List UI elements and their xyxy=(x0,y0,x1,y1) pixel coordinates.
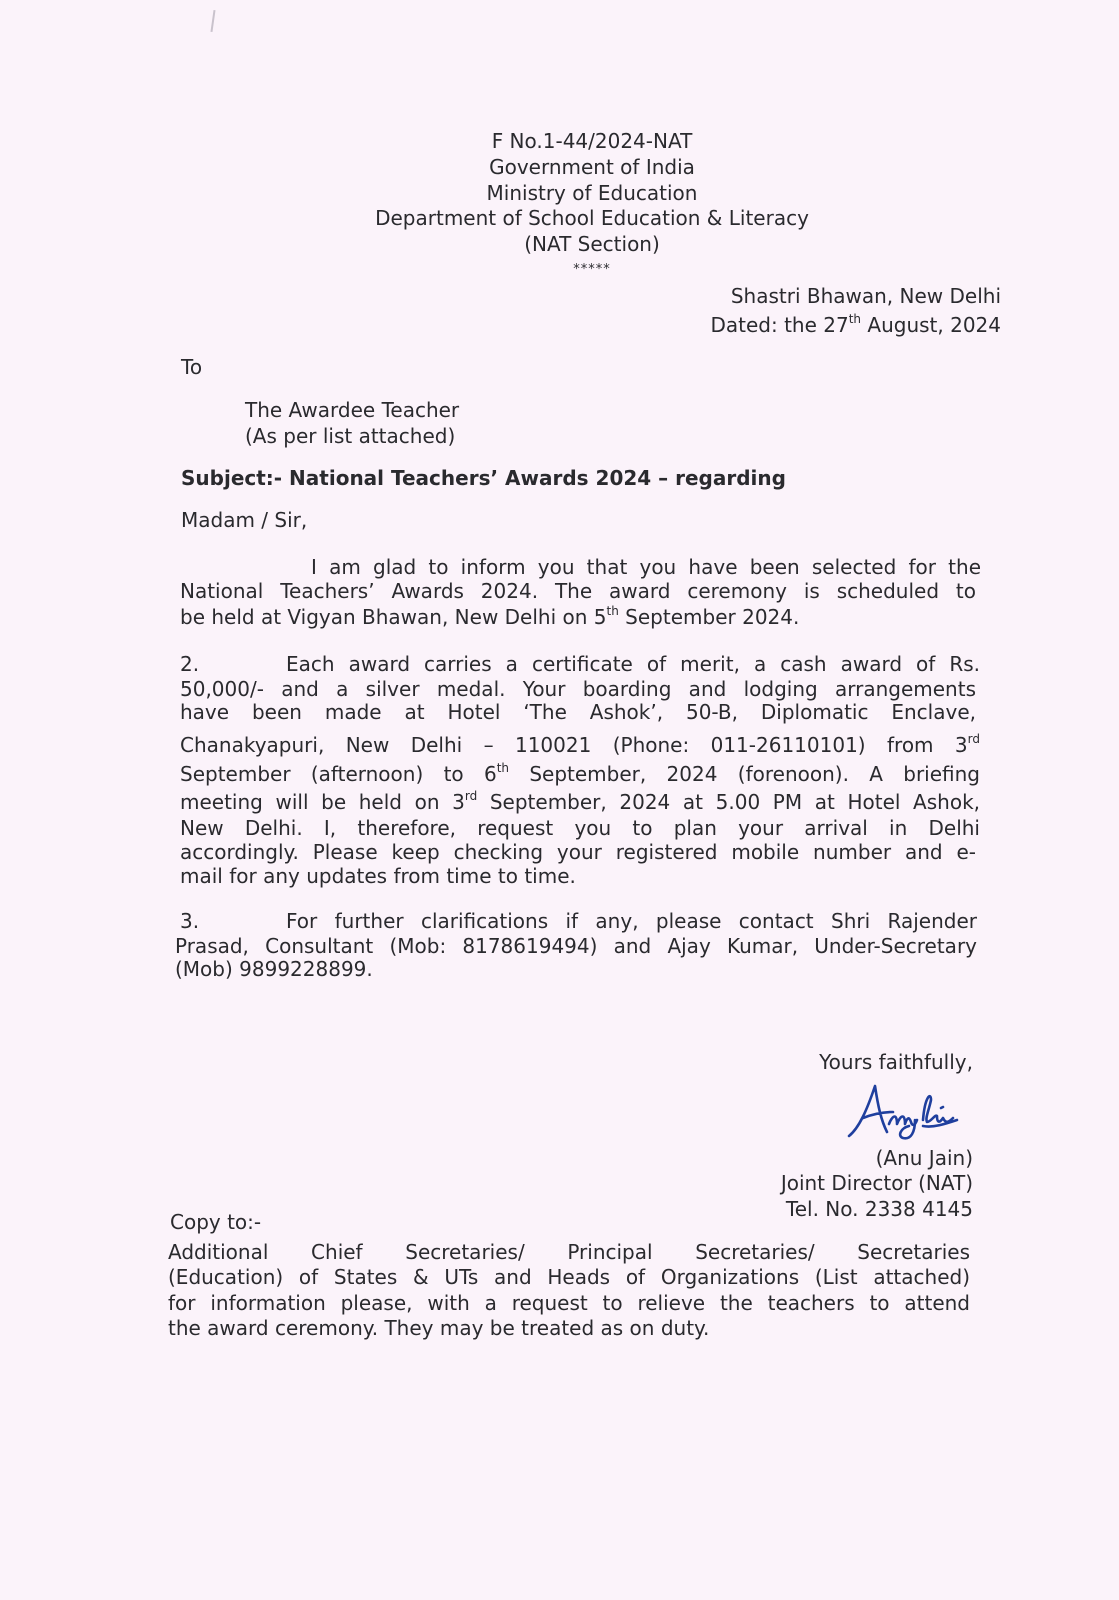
section-line: (NAT Section) xyxy=(524,232,660,256)
para2-line: have been made at Hotel ‘The Ashok’, 50-B, Diplomatic Enclave, xyxy=(180,700,976,724)
copy-line: Additional Chief Secretaries/ Principal Secretaries/ Secretaries xyxy=(168,1240,970,1264)
salutation: Madam / Sir, xyxy=(181,508,308,532)
addressee-line-2: (As per list attached) xyxy=(245,424,456,448)
ministry-line: Ministry of Education xyxy=(486,181,698,205)
signatory-name: (Anu Jain) xyxy=(875,1146,973,1170)
closing: Yours faithfully, xyxy=(819,1050,973,1074)
signatory-tel: Tel. No. 2338 4145 xyxy=(785,1197,973,1221)
to-label: To xyxy=(181,355,203,379)
subject-line: Subject:- National Teachers’ Awards 2024 – regarding xyxy=(181,466,786,490)
copy-line: the award ceremony. They may be treated as on duty. xyxy=(168,1316,710,1340)
header-separator: ***** xyxy=(573,262,611,277)
para3-line: (Mob) 9899228899. xyxy=(175,957,373,981)
para1-line: I am glad to inform you that you have been selected for the xyxy=(311,555,981,579)
signature xyxy=(845,1076,960,1146)
copy-to-label: Copy to:- xyxy=(170,1210,262,1234)
para3-line: Prasad, Consultant (Mob: 8178619494) and Ajay Kumar, Under-Secretary xyxy=(175,934,977,958)
para2-line: meeting will be held on 3rd September, 2024 at 5.00 PM at Hotel Ashok, xyxy=(180,789,981,814)
para1-line: be held at Vigyan Bhawan, New Delhi on 5th September 2024. xyxy=(180,604,800,629)
para2-line: New Delhi. I, therefore, request you to plan your arrival in Delhi xyxy=(180,816,980,840)
date-line: Dated: the 27th August, 2024 xyxy=(710,312,1001,337)
addressee-line-1: The Awardee Teacher xyxy=(245,398,460,422)
para2-line: 2. Each award carries a certificate of merit, a cash award of Rs. xyxy=(180,652,980,676)
copy-line: (Education) of States & UTs and Heads of Organizations (List attached) xyxy=(168,1265,970,1289)
copy-line: for information please, with a request to relieve the teachers to attend xyxy=(168,1291,970,1315)
para3-line: 3. For further clarifications if any, please contact Shri Rajender xyxy=(180,909,977,933)
government-line: Government of India xyxy=(489,155,695,179)
para2-number: 2. xyxy=(180,652,200,676)
para2-line: September (afternoon) to 6th September, 2024 (forenoon). A briefing xyxy=(180,761,980,786)
para2-line: mail for any updates from time to time. xyxy=(180,864,576,888)
file-number: F No.1-44/2024-NAT xyxy=(491,129,693,153)
para3-number: 3. xyxy=(180,909,200,933)
para2-line: 50,000/- and a silver medal. Your boarding and lodging arrangements xyxy=(180,677,976,701)
para2-line: accordingly. Please keep checking your registered mobile number and e- xyxy=(180,840,976,864)
para1-line: National Teachers’ Awards 2024. The award ceremony is scheduled to xyxy=(180,579,976,603)
department-line: Department of School Education & Literacy xyxy=(375,206,809,230)
scan-mark xyxy=(210,10,215,32)
place: Shastri Bhawan, New Delhi xyxy=(730,284,1001,308)
para2-line: Chanakyapuri, New Delhi – 110021 (Phone: 011-26110101) from 3rd xyxy=(180,732,980,757)
signatory-designation: Joint Director (NAT) xyxy=(780,1171,973,1195)
